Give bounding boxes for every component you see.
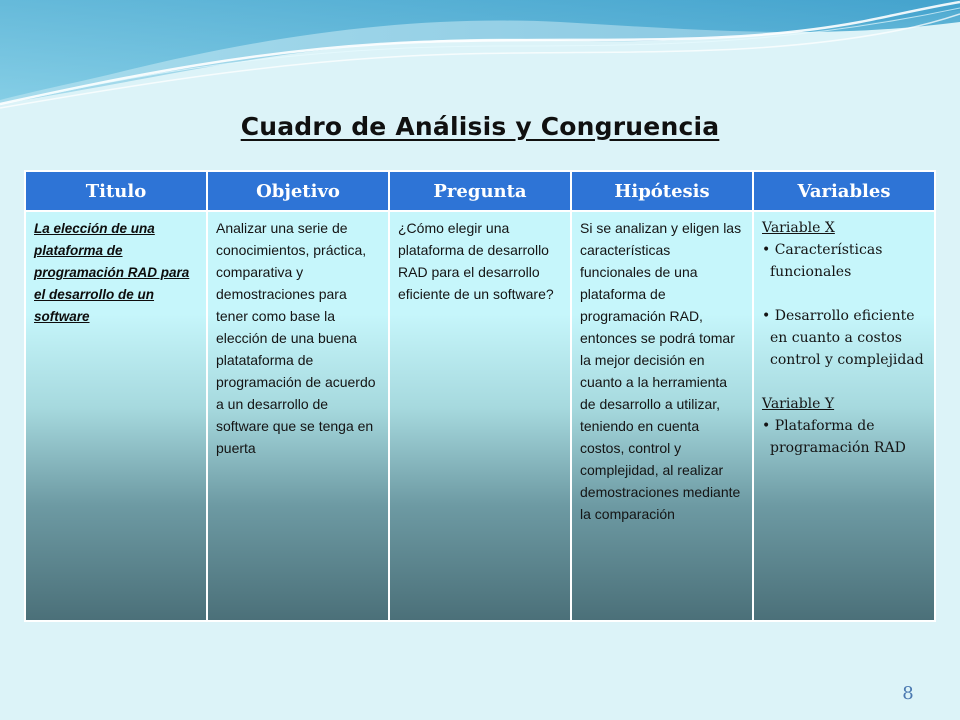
- question-text: ¿Cómo elegir una plataforma de desarrollo RAD para el desarrollo eficiente de un software?: [398, 220, 554, 302]
- variable-y-label: Variable Y: [762, 396, 835, 412]
- research-topic: La elección de una plataforma de programación RAD para el desarrollo de un software: [34, 221, 190, 324]
- table-row: [25, 211, 935, 621]
- objective-text: Analizar una serie de conocimientos, práctica, comparativa y demostraciones para tener como base la elección de una buena platataforma de programación de acuerdo a un desarrollo de software que se tenga en puerta: [216, 220, 376, 456]
- header-objetivo: Objetivo: [207, 171, 389, 211]
- variable-y-item: • Plataforma de programación RAD: [762, 418, 906, 456]
- decorative-wave-banner: [0, 0, 960, 110]
- hypothesis-text: Si se analizan y eligen las características funcionales de una plataforma de programación RAD, entonces se podrá tomar la mejor decisión en cuanto a la herramienta de desarrollo a utilizar, teniendo en cuenta costos, control y complejidad, al realizar demostraciones mediante la comparación: [580, 220, 742, 522]
- variable-x-item: • Características funcionales: [762, 242, 883, 280]
- variable-x-label: Variable X: [762, 220, 835, 236]
- table-header-row: [25, 171, 935, 211]
- header-hipotesis: Hipótesis: [571, 171, 753, 211]
- header-variables: Variables: [753, 171, 935, 211]
- cell-pregunta: [389, 211, 571, 621]
- variable-x-item: • Desarrollo eficiente en cuanto a costos control y complejidad: [762, 308, 924, 368]
- header-titulo: Titulo: [25, 171, 207, 211]
- cell-objetivo: [207, 211, 389, 621]
- header-pregunta: Pregunta: [389, 171, 571, 211]
- slide-title: Cuadro de Análisis y Congruencia: [240, 112, 720, 141]
- cell-hipotesis: [571, 211, 753, 621]
- cell-variables: [753, 211, 935, 621]
- page-number: 8: [902, 683, 914, 704]
- cell-titulo: [25, 211, 207, 621]
- congruence-table: [24, 170, 936, 622]
